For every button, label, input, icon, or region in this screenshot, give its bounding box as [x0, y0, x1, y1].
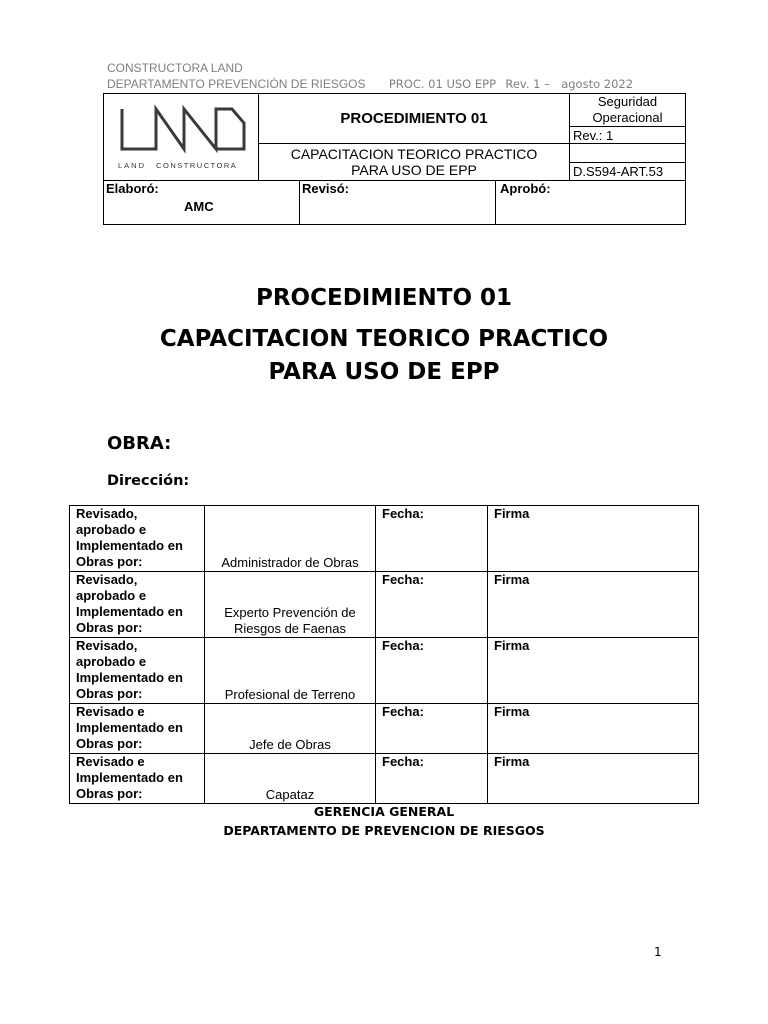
- signature-label-line: Revisado,: [76, 638, 138, 653]
- firma-label: Firma: [494, 638, 530, 653]
- signature-row: [70, 506, 699, 572]
- signature-table: [69, 505, 699, 804]
- signature-label-line: Implementado en: [76, 604, 183, 619]
- signature-row: [70, 754, 699, 804]
- fecha-label: Fecha:: [382, 704, 424, 719]
- signature-firma-cell: [488, 506, 699, 572]
- fecha-label: Fecha:: [382, 754, 424, 769]
- signature-row-label: [70, 754, 205, 804]
- signature-role-line: Profesional de Terreno: [224, 687, 356, 702]
- signature-role: [205, 754, 376, 804]
- fecha-label: Fecha:: [382, 506, 424, 521]
- signature-role: [205, 572, 376, 638]
- department-name: DEPARTAMENTO PREVENCIÓN DE RIESGOS: [107, 77, 366, 91]
- obra-label: OBRA:: [107, 433, 172, 454]
- signature-fecha-cell: [376, 506, 488, 572]
- signature-label-line: Obras por:: [76, 554, 143, 569]
- signature-label-line: Obras por:: [76, 686, 143, 701]
- signature-row-label: [70, 506, 205, 572]
- proc-subtitle-line-2: PARA USO DE EPP: [351, 162, 477, 178]
- main-title-line-3: PARA USO DE EPP: [268, 359, 500, 385]
- signature-label-line: Implementado en: [76, 770, 183, 785]
- signature-firma-cell: [488, 572, 699, 638]
- footer-line-2: DEPARTAMENTO DE PREVENCION DE RIESGOS: [223, 823, 545, 838]
- footer-line-1: GERENCIA GENERAL: [313, 804, 455, 819]
- norma-cell: [570, 144, 686, 181]
- proc-ref: PROC. 01 USO EPP: [388, 77, 497, 91]
- firma-label: Firma: [494, 572, 530, 587]
- signature-role: [205, 704, 376, 754]
- page-number: 1: [654, 945, 662, 959]
- signature-firma-cell: [488, 638, 699, 704]
- signature-label-line: Obras por:: [76, 786, 143, 801]
- signature-row: [70, 704, 699, 754]
- header-department-line: [107, 77, 633, 92]
- fecha-label: Fecha:: [382, 638, 424, 653]
- firma-label: Firma: [494, 704, 530, 719]
- proc-subtitle-line-1: CAPACITACION TEORICO PRACTICO: [290, 146, 538, 162]
- signature-label-line: Revisado e: [76, 754, 145, 769]
- firma-label: Firma: [494, 754, 530, 769]
- norma-text: D.S594-ART.53: [570, 162, 685, 180]
- signature-label-line: Revisado,: [76, 572, 138, 587]
- firma-label: Firma: [494, 506, 530, 521]
- signature-role-line: Jefe de Obras: [249, 737, 331, 752]
- signature-fecha-cell: [376, 572, 488, 638]
- company-logo: [104, 97, 258, 177]
- signature-row-label: [70, 638, 205, 704]
- signature-label-line: aprobado e: [76, 654, 147, 669]
- proc-title-cell: PROCEDIMIENTO 01: [259, 94, 570, 144]
- aprobo-cell: [496, 181, 686, 225]
- elaboro-label: Elaboró:: [106, 181, 159, 196]
- signature-firma-cell: [488, 704, 699, 754]
- approval-table: [103, 180, 686, 225]
- signature-label-line: aprobado e: [76, 522, 147, 537]
- signature-fecha-cell: [376, 754, 488, 804]
- logo-cell: [104, 94, 259, 181]
- signature-fecha-cell: [376, 638, 488, 704]
- signature-row-label: [70, 704, 205, 754]
- signature-role-line: Capataz: [265, 787, 315, 802]
- direccion-label: Dirección:: [107, 473, 190, 489]
- signature-label-line: Implementado en: [76, 538, 183, 553]
- fecha-label: Fecha:: [382, 572, 424, 587]
- area-line-1: Seguridad: [597, 94, 658, 109]
- document-header-table: [103, 93, 686, 181]
- signature-firma-cell: [488, 754, 699, 804]
- signature-role-line: Administrador de Obras: [221, 555, 359, 570]
- signature-label-line: Obras por:: [76, 736, 143, 751]
- signature-label-line: Revisado e: [76, 704, 145, 719]
- signature-role-line: Experto Prevención de: [224, 605, 356, 620]
- area-cell: [570, 94, 686, 127]
- reviso-cell: [300, 181, 496, 225]
- signature-role: [205, 638, 376, 704]
- header-date: agosto 2022: [561, 77, 634, 91]
- aprobo-label: Aprobó:: [500, 181, 551, 196]
- signature-label-line: Implementado en: [76, 670, 183, 685]
- signature-fecha-cell: [376, 704, 488, 754]
- signature-label-line: aprobado e: [76, 588, 147, 603]
- signature-label-line: Revisado,: [76, 506, 138, 521]
- signature-table-body: [70, 506, 699, 804]
- signature-row-label: [70, 572, 205, 638]
- signature-role: [205, 506, 376, 572]
- main-title-line-2: CAPACITACION TEORICO PRACTICO: [159, 326, 609, 352]
- elaboro-cell: [104, 181, 300, 225]
- signature-row: [70, 638, 699, 704]
- elaboro-value: AMC: [184, 199, 214, 214]
- reviso-label: Revisó:: [302, 181, 349, 196]
- logo-text-land: LAND: [118, 161, 147, 170]
- company-name: CONSTRUCTORA LAND: [107, 61, 243, 75]
- rev-cell: Rev.: 1: [570, 127, 686, 144]
- logo-caption: [118, 161, 237, 170]
- main-title-line-1: PROCEDIMIENTO 01: [255, 285, 513, 311]
- proc-subtitle-cell: [259, 144, 570, 181]
- signature-label-line: Implementado en: [76, 720, 183, 735]
- signature-label-line: Obras por:: [76, 620, 143, 635]
- signature-role-line: Riesgos de Faenas: [233, 621, 346, 636]
- rev-ref: Rev. 1 –: [505, 77, 550, 91]
- area-line-2: Operacional: [592, 110, 663, 125]
- logo-text-constructora: CONSTRUCTORA: [156, 161, 238, 170]
- signature-row: [70, 572, 699, 638]
